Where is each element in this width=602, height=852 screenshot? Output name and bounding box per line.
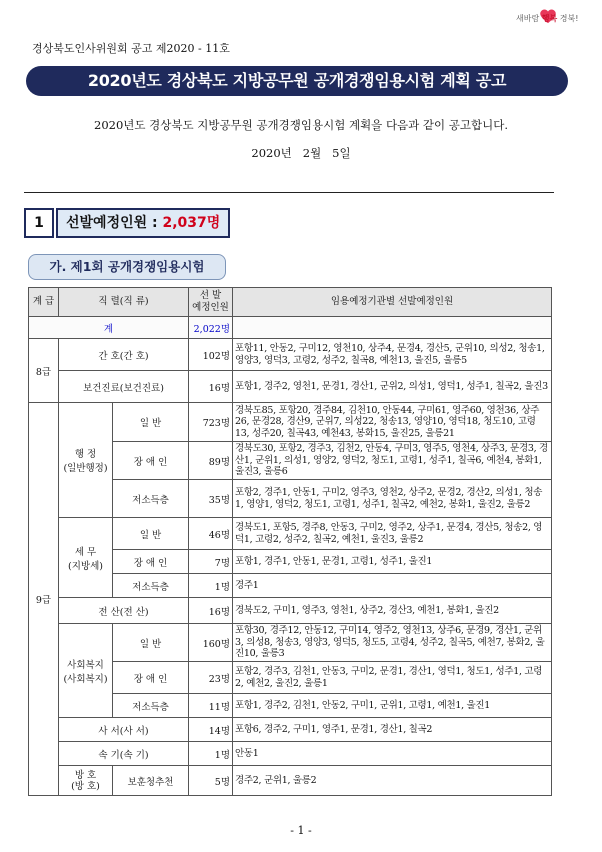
job-cell: 저소득층 <box>113 694 189 718</box>
count-cell: 1명 <box>189 742 233 766</box>
count-cell: 1명 <box>189 574 233 598</box>
detail-cell: 포항6, 경주2, 구미1, 영주1, 문경1, 경산1, 칠곡2 <box>233 718 552 742</box>
table-row <box>29 518 552 550</box>
detail-cell: 포항30, 경주12, 안동12, 구미14, 영주2, 영천13, 상주6, 문경9, 경산1, 군위3, 의성8, 청송3, 영양3, 영덕5, 청도5, 고령4, 성주2, 칠곡5, 예천7, 봉화2, 울진10, 울릉3 <box>233 624 552 662</box>
table-row <box>29 598 552 624</box>
count-cell: 23명 <box>189 662 233 694</box>
header-job: 직 렬(직 류) <box>59 288 189 317</box>
count-cell: 723명 <box>189 403 233 442</box>
job-cell: 사 서(사 서) <box>59 718 189 742</box>
detail-cell: 경주1 <box>233 574 552 598</box>
table-row-total <box>29 317 552 339</box>
notice-date: 2020년 2월 5일 <box>251 146 351 160</box>
notice-number: 경상북도인사위원회 공고 제2020 - 11호 <box>32 42 230 55</box>
section-title-label: 선발예정인원 : <box>66 215 163 231</box>
section-title <box>56 208 230 238</box>
table-row <box>29 624 552 662</box>
total-label: 계 <box>29 317 189 339</box>
table-row <box>29 339 552 371</box>
detail-cell: 안동1 <box>233 742 552 766</box>
page-number: - 1 - <box>290 824 312 837</box>
job-cell: 장 애 인 <box>113 662 189 694</box>
count-cell: 16명 <box>189 598 233 624</box>
group-cell: 방 호 (방 호) <box>59 766 113 796</box>
header-count: 선 발 예정인원 <box>189 288 233 317</box>
gyeongbuk-logo <box>516 6 596 42</box>
total-detail <box>233 317 552 339</box>
job-cell: 간 호(간 호) <box>59 339 189 371</box>
job-cell: 보건진료(보건진료) <box>59 371 189 403</box>
recruitment-table <box>28 287 552 796</box>
section-number: 1 <box>24 208 54 238</box>
count-cell: 160명 <box>189 624 233 662</box>
job-cell: 보훈청추천 <box>113 766 189 796</box>
detail-cell: 포항11, 안동2, 구미12, 영천10, 상주4, 문경4, 경산5, 군위10, 의성2, 청송1, 영양3, 영덕3, 고령2, 성주2, 칠곡8, 예천13, 울진5, 울릉5 <box>233 339 552 371</box>
count-cell: 35명 <box>189 480 233 518</box>
job-cell: 저소득층 <box>113 480 189 518</box>
job-cell: 장 애 인 <box>113 442 189 480</box>
detail-cell: 경주2, 군위1, 울릉2 <box>233 766 552 796</box>
subsection-title: 가. 제1회 공개경쟁임용시험 <box>28 254 226 280</box>
count-cell: 7명 <box>189 550 233 574</box>
job-cell: 장 애 인 <box>113 550 189 574</box>
group-cell: 세 무 (지방세) <box>59 518 113 598</box>
header-detail: 임용예정기관별 선발예정인원 <box>233 288 552 317</box>
detail-cell: 경북도30, 포항2, 경주3, 김천2, 안동4, 구미3, 영주5, 영천4, 상주3, 문경3, 경산1, 군위1, 의성1, 영양2, 영덕2, 청도1, 고령1, 성주1, 칠곡6, 예천4, 봉화1, 울진3, 울릉6 <box>233 442 552 480</box>
job-cell: 일 반 <box>113 518 189 550</box>
detail-cell: 포항1, 경주2, 영천1, 문경1, 경산1, 군위2, 의성1, 영덕1, 성주1, 칠곡2, 울진3 <box>233 371 552 403</box>
page-title: 2020년도 경상북도 지방공무원 공개경쟁임용시험 계획 공고 <box>26 66 568 96</box>
count-cell: 14명 <box>189 718 233 742</box>
header-grade: 계 급 <box>29 288 59 317</box>
job-cell: 일 반 <box>113 403 189 442</box>
job-cell: 전 산(전 산) <box>59 598 189 624</box>
intro-text: 2020년도 경상북도 지방공무원 공개경쟁임용시험 계획을 다음과 같이 공고합니다. <box>94 118 508 132</box>
count-cell: 89명 <box>189 442 233 480</box>
count-cell: 16명 <box>189 371 233 403</box>
detail-cell: 경북도2, 구미1, 영주3, 영천1, 상주2, 경산3, 예천1, 봉화1, 울진2 <box>233 598 552 624</box>
table-row <box>29 371 552 403</box>
table-row <box>29 718 552 742</box>
grade-8: 8급 <box>29 339 59 403</box>
job-cell: 저소득층 <box>113 574 189 598</box>
logo-text: 새바람 행복 경북! <box>516 14 579 23</box>
detail-cell: 경북도85, 포항20, 경주84, 김천10, 안동44, 구미61, 영주60, 영천36, 상주26, 문경28, 경산9, 군위7, 의성22, 청송13, 영양10, 영덕18, 청도10, 고령13, 성주20, 칠곡43, 예천43, 봉화15, 울진25, 울릉21 <box>233 403 552 442</box>
count-cell: 46명 <box>189 518 233 550</box>
table-row <box>29 742 552 766</box>
table-header <box>29 288 552 317</box>
section-title-value: 2,037명 <box>162 215 221 231</box>
detail-cell: 포항1, 경주2, 김천1, 안동2, 구미1, 군위1, 고령1, 예천1, 울진1 <box>233 694 552 718</box>
group-cell: 사회복지 (사회복지) <box>59 624 113 718</box>
count-cell: 102명 <box>189 339 233 371</box>
group-cell: 행 정 (일반행정) <box>59 403 113 518</box>
divider <box>24 192 554 193</box>
detail-cell: 포항2, 경주1, 안동1, 구미2, 영주3, 영천2, 상주2, 문경2, 경산2, 의성1, 청송1, 영양1, 영덕2, 청도1, 고령1, 성주1, 칠곡2, 예천2, 봉화1, 울진2, 울릉2 <box>233 480 552 518</box>
grade-9: 9급 <box>29 403 59 796</box>
job-cell: 속 기(속 기) <box>59 742 189 766</box>
count-cell: 5명 <box>189 766 233 796</box>
detail-cell: 포항1, 경주1, 안동1, 문경1, 고령1, 성주1, 울진1 <box>233 550 552 574</box>
table-row <box>29 766 552 796</box>
table-row <box>29 403 552 442</box>
detail-cell: 포항2, 경주3, 김천1, 안동3, 구미2, 문경1, 경산1, 영덕1, 청도1, 성주1, 고령2, 예천2, 울진2, 울릉1 <box>233 662 552 694</box>
total-count: 2,022명 <box>189 317 233 339</box>
detail-cell: 경북도1, 포항5, 경주8, 안동3, 구미2, 영주2, 상주1, 문경4, 경산5, 청송2, 영덕1, 고령2, 성주2, 칠곡2, 예천1, 울진3, 울릉2 <box>233 518 552 550</box>
job-cell: 일 반 <box>113 624 189 662</box>
count-cell: 11명 <box>189 694 233 718</box>
